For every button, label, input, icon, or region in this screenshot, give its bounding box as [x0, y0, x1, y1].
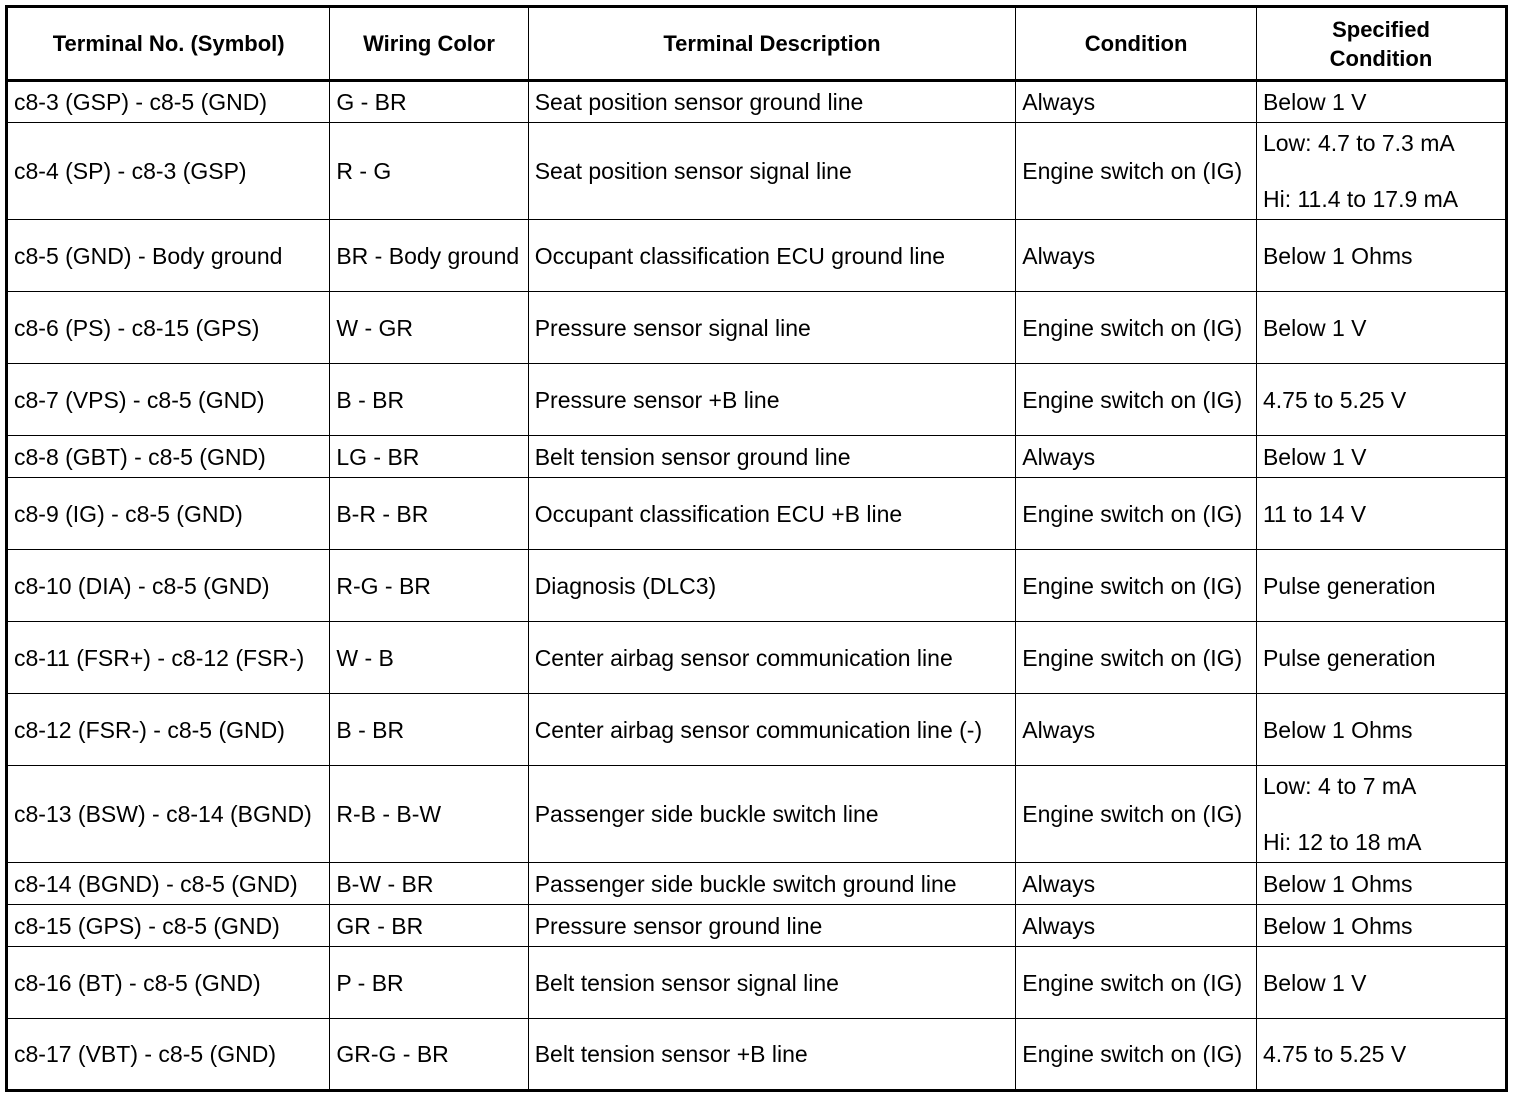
spec-cell: Below 1 Ohms: [1256, 694, 1506, 766]
spec-cell: Below 1 Ohms: [1256, 863, 1506, 905]
terminal-cell: c8-12 (FSR-) - c8-5 (GND): [7, 694, 330, 766]
condition-cell: Engine switch on (IG): [1016, 766, 1257, 863]
description-cell: Belt tension sensor ground line: [528, 436, 1016, 478]
condition-cell: Engine switch on (IG): [1016, 478, 1257, 550]
description-cell: Pressure sensor +B line: [528, 364, 1016, 436]
description-cell: Passenger side buckle switch ground line: [528, 863, 1016, 905]
spec-cell: Below 1 Ohms: [1256, 220, 1506, 292]
table-row: [7, 478, 1507, 550]
wiring-cell: W - GR: [330, 292, 528, 364]
table-row: [7, 292, 1507, 364]
table-row: [7, 81, 1507, 123]
terminal-cell: c8-13 (BSW) - c8-14 (BGND): [7, 766, 330, 863]
terminal-cell: c8-7 (VPS) - c8-5 (GND): [7, 364, 330, 436]
condition-cell: Always: [1016, 220, 1257, 292]
spec-cell: Pulse generation: [1256, 622, 1506, 694]
description-cell: Diagnosis (DLC3): [528, 550, 1016, 622]
table-body: [7, 81, 1507, 1091]
table-row: [7, 863, 1507, 905]
description-cell: Seat position sensor signal line: [528, 123, 1016, 220]
terminal-spec-table: [5, 5, 1508, 1092]
spec-cell: [1256, 123, 1506, 220]
wiring-cell: GR - BR: [330, 905, 528, 947]
terminal-cell: c8-14 (BGND) - c8-5 (GND): [7, 863, 330, 905]
header-condition: Condition: [1016, 7, 1257, 81]
header-description: Terminal Description: [528, 7, 1016, 81]
wiring-cell: GR-G - BR: [330, 1019, 528, 1091]
terminal-cell: c8-17 (VBT) - c8-5 (GND): [7, 1019, 330, 1091]
terminal-cell: c8-6 (PS) - c8-15 (GPS): [7, 292, 330, 364]
condition-cell: Engine switch on (IG): [1016, 123, 1257, 220]
wiring-cell: B - BR: [330, 694, 528, 766]
table-row: [7, 694, 1507, 766]
spec-low: Low: 4.7 to 7.3 mA: [1262, 130, 1455, 156]
spec-cell: 4.75 to 5.25 V: [1256, 364, 1506, 436]
wiring-cell: LG - BR: [330, 436, 528, 478]
description-cell: Belt tension sensor +B line: [528, 1019, 1016, 1091]
table-row: [7, 123, 1507, 220]
spec-cell: Below 1 V: [1256, 292, 1506, 364]
header-specified-line1: Specified: [1332, 16, 1430, 42]
spec-low: Low: 4 to 7 mA: [1262, 773, 1417, 799]
condition-cell: Engine switch on (IG): [1016, 292, 1257, 364]
spec-hi: Hi: 11.4 to 17.9 mA: [1262, 186, 1459, 212]
spec-hi: Hi: 12 to 18 mA: [1262, 829, 1422, 855]
condition-cell: Engine switch on (IG): [1016, 550, 1257, 622]
condition-cell: Engine switch on (IG): [1016, 622, 1257, 694]
condition-cell: Engine switch on (IG): [1016, 1019, 1257, 1091]
wiring-cell: B-W - BR: [330, 863, 528, 905]
description-cell: Pressure sensor ground line: [528, 905, 1016, 947]
spec-cell: Below 1 Ohms: [1256, 905, 1506, 947]
header-row: [7, 7, 1507, 81]
description-cell: Belt tension sensor signal line: [528, 947, 1016, 1019]
wiring-cell: G - BR: [330, 81, 528, 123]
table-row: [7, 947, 1507, 1019]
terminal-cell: c8-8 (GBT) - c8-5 (GND): [7, 436, 330, 478]
spec-cell: Below 1 V: [1256, 81, 1506, 123]
spec-cell: 11 to 14 V: [1256, 478, 1506, 550]
description-cell: Center airbag sensor communication line (-): [528, 694, 1016, 766]
terminal-cell: c8-10 (DIA) - c8-5 (GND): [7, 550, 330, 622]
table-row: [7, 1019, 1507, 1091]
table-row: [7, 766, 1507, 863]
condition-cell: Engine switch on (IG): [1016, 947, 1257, 1019]
description-cell: Passenger side buckle switch line: [528, 766, 1016, 863]
table-row: [7, 622, 1507, 694]
table-row: [7, 220, 1507, 292]
wiring-cell: B-R - BR: [330, 478, 528, 550]
spec-cell: Below 1 V: [1256, 947, 1506, 1019]
table-header: [7, 7, 1507, 81]
terminal-cell: c8-4 (SP) - c8-3 (GSP): [7, 123, 330, 220]
terminal-cell: c8-5 (GND) - Body ground: [7, 220, 330, 292]
table-row: [7, 364, 1507, 436]
spec-cell: [1256, 766, 1506, 863]
condition-cell: Always: [1016, 863, 1257, 905]
spec-gap: [1263, 158, 1499, 184]
header-specified-condition: [1256, 7, 1506, 81]
condition-cell: Always: [1016, 81, 1257, 123]
description-cell: Occupant classification ECU ground line: [528, 220, 1016, 292]
table-row: [7, 550, 1507, 622]
wiring-cell: W - B: [330, 622, 528, 694]
header-terminal: Terminal No. (Symbol): [7, 7, 330, 81]
wiring-cell: R - G: [330, 123, 528, 220]
condition-cell: Always: [1016, 436, 1257, 478]
condition-cell: Engine switch on (IG): [1016, 364, 1257, 436]
description-cell: Center airbag sensor communication line: [528, 622, 1016, 694]
wiring-cell: P - BR: [330, 947, 528, 1019]
spec-gap: [1263, 801, 1499, 827]
terminal-cell: c8-15 (GPS) - c8-5 (GND): [7, 905, 330, 947]
spec-cell: 4.75 to 5.25 V: [1256, 1019, 1506, 1091]
terminal-cell: c8-3 (GSP) - c8-5 (GND): [7, 81, 330, 123]
terminal-cell: c8-16 (BT) - c8-5 (GND): [7, 947, 330, 1019]
description-cell: Seat position sensor ground line: [528, 81, 1016, 123]
spec-cell: Pulse generation: [1256, 550, 1506, 622]
terminal-cell: c8-11 (FSR+) - c8-12 (FSR-): [7, 622, 330, 694]
wiring-cell: BR - Body ground: [330, 220, 528, 292]
condition-cell: Always: [1016, 694, 1257, 766]
wiring-cell: B - BR: [330, 364, 528, 436]
description-cell: Pressure sensor signal line: [528, 292, 1016, 364]
wiring-cell: R-B - B-W: [330, 766, 528, 863]
table-row: [7, 436, 1507, 478]
wiring-cell: R-G - BR: [330, 550, 528, 622]
header-specified-line2: Condition: [1329, 45, 1433, 71]
table-row: [7, 905, 1507, 947]
header-wiring-color: Wiring Color: [330, 7, 528, 81]
terminal-cell: c8-9 (IG) - c8-5 (GND): [7, 478, 330, 550]
condition-cell: Always: [1016, 905, 1257, 947]
spec-cell: Below 1 V: [1256, 436, 1506, 478]
description-cell: Occupant classification ECU +B line: [528, 478, 1016, 550]
